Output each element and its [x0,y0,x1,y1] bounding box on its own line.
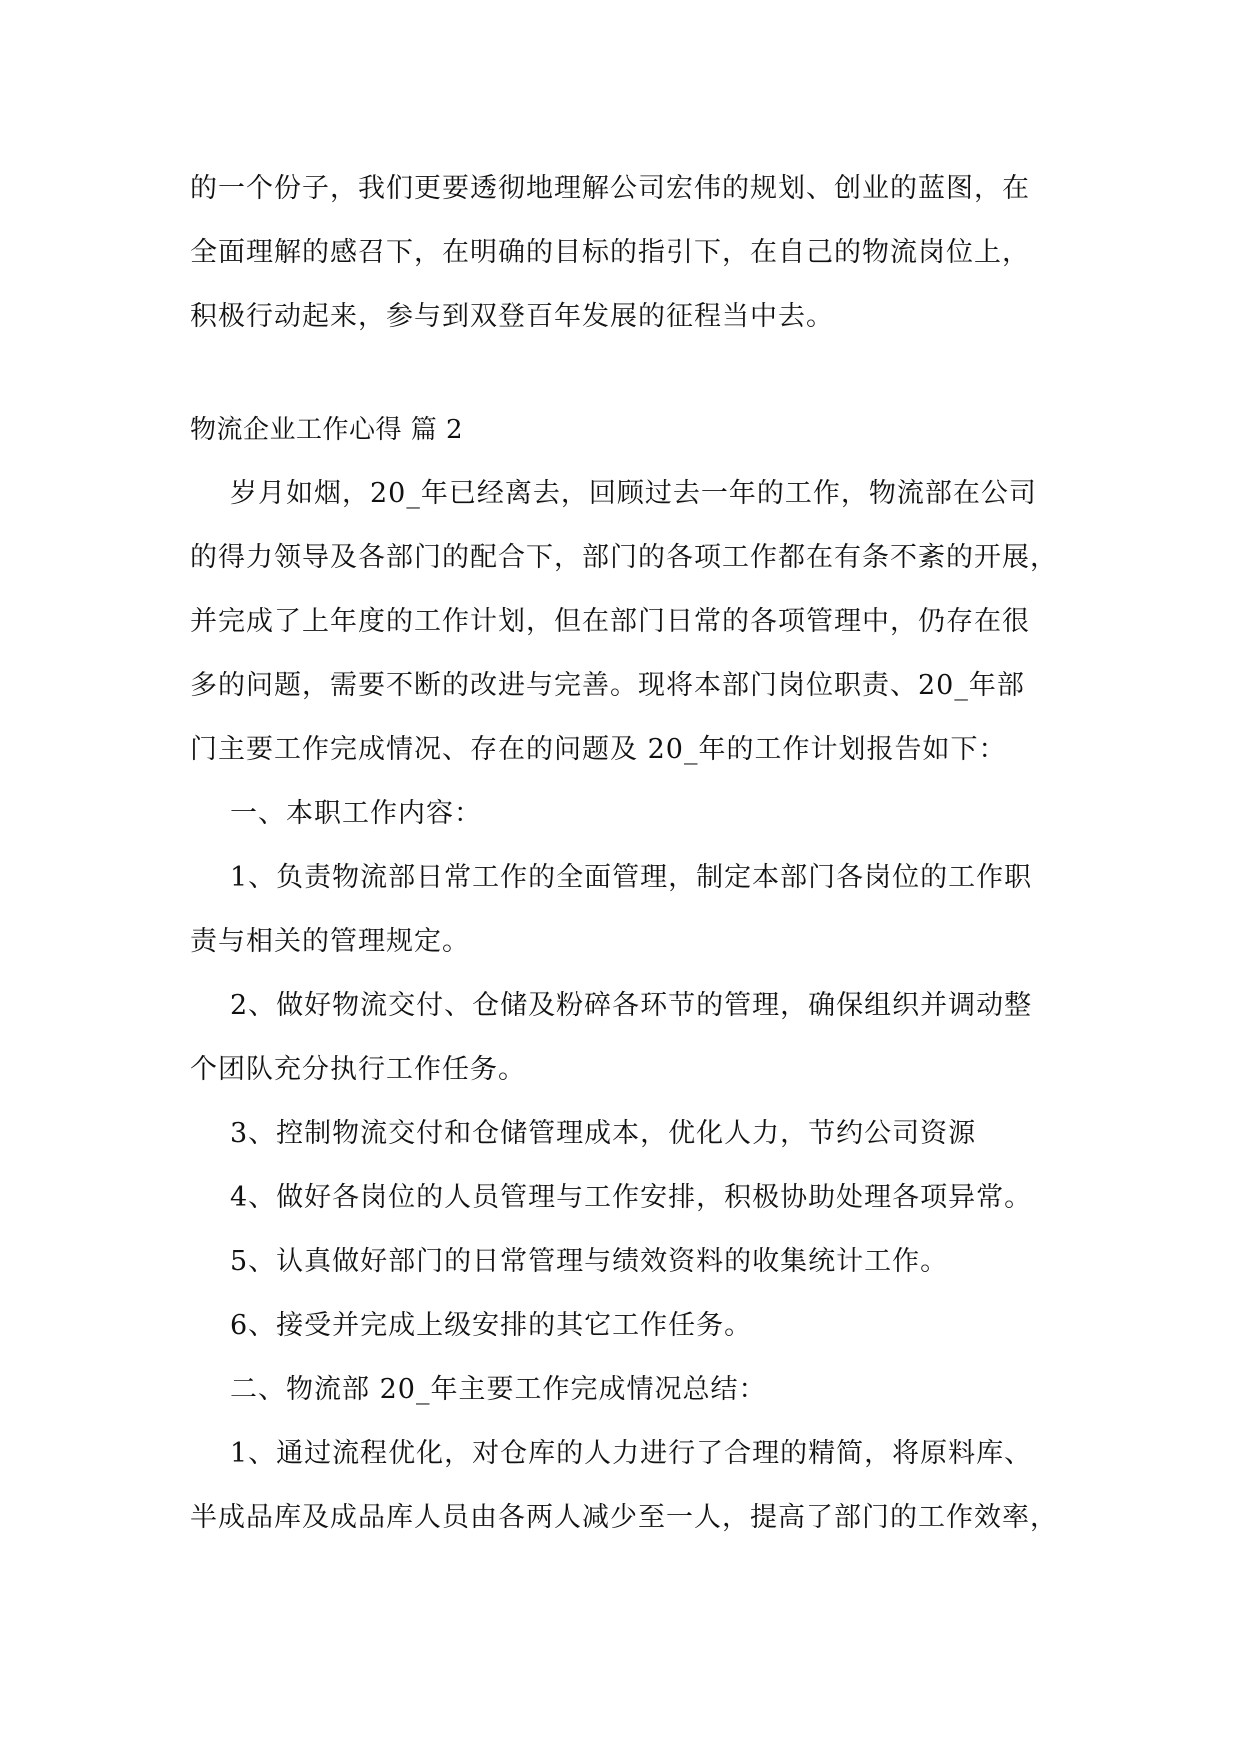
text-line: 的一个份子，我们更要透彻地理解公司宏伟的规划、创业的蓝图，在 [190,173,1030,204]
document-body [190,157,1070,1550]
subheading: 一、本职工作内容： [230,798,482,829]
text-line: 门主要工作完成情况、存在的问题及 20_年的工作计划报告如下： [190,734,1007,765]
text-line: 并完成了上年度的工作计划，但在部门日常的各项管理中，仍存在很 [190,606,1030,637]
list-item: 3、控制物流交付和仓储管理成本，优化人力，节约公司资源 [230,1118,977,1149]
list-item: 6、接受并完成上级安排的其它工作任务。 [230,1310,753,1341]
text-line: 半成品库及成品库人员由各两人减少至一人，提高了部门的工作效率， [190,1502,1058,1533]
list-item: 1、负责物流部日常工作的全面管理，制定本部门各岗位的工作职 [230,862,1033,893]
section-title: 物流企业工作心得 篇 2 [190,415,464,445]
text-line: 岁月如烟，20_年已经离去，回顾过去一年的工作，物流部在公司 [230,478,1037,509]
text-line: 责与相关的管理规定。 [190,926,470,957]
text-line: 的得力领导及各部门的配合下，部门的各项工作都在有条不紊的开展， [190,542,1058,573]
list-item: 4、做好各岗位的人员管理与工作安排，积极协助处理各项异常。 [230,1182,1033,1213]
list-item: 2、做好物流交付、仓储及粉碎各环节的管理，确保组织并调动整 [230,990,1033,1021]
text-line: 个团队充分执行工作任务。 [190,1054,526,1085]
list-item: 1、通过流程优化，对仓库的人力进行了合理的精简，将原料库、 [230,1438,1033,1469]
text-line: 积极行动起来，参与到双登百年发展的征程当中去。 [190,301,834,332]
text-line: 全面理解的感召下，在明确的目标的指引下，在自己的物流岗位上， [190,237,1030,268]
subheading: 二、物流部 20_年主要工作完成情况总结： [230,1374,767,1405]
text-line: 多的问题，需要不断的改进与完善。现将本部门岗位职责、20_年部 [190,670,1025,701]
list-item: 5、认真做好部门的日常管理与绩效资料的收集统计工作。 [230,1246,949,1277]
